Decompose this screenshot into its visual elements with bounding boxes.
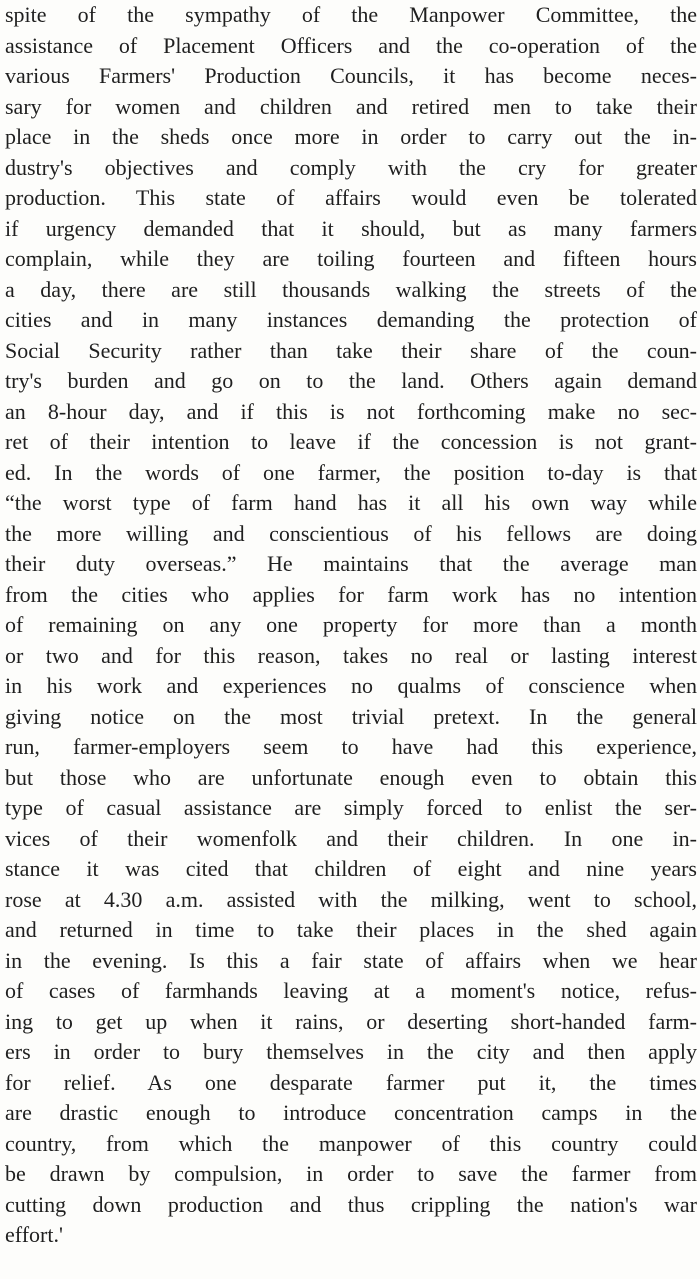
text-line: ret of their intention to leave if the concession is not grant- <box>5 429 697 454</box>
text-line: their duty overseas.” He maintains that the average man <box>5 551 697 576</box>
text-line: spite of the sympathy of the Manpower Committee, the <box>5 2 697 27</box>
text-line: if urgency demanded that it should, but as many farmers <box>5 215 697 241</box>
text-line: are drastic enough to introduce concentration camps in the <box>5 1100 697 1125</box>
text-line: place in the sheds once more in order to carry out the in- <box>5 124 697 149</box>
text-line: but those who are unfortunate enough even to obtain this <box>5 764 697 790</box>
text-line: production. This state of affairs would even be tolerated <box>5 185 697 210</box>
text-line: complain, while they are toiling fourteen and fifteen hours <box>5 246 697 271</box>
text-line: various Farmers' Production Councils, it has become neces- <box>5 63 697 88</box>
body-text <box>5 0 697 1251</box>
text-line: dustry's objectives and comply with the cry for greater <box>5 154 697 180</box>
text-line: type of casual assistance are simply forced to enlist the ser- <box>5 795 697 820</box>
text-line: vices of their womenfolk and their children. In one in- <box>5 825 697 851</box>
text-line: try's burden and go on to the land. Others again demand <box>5 368 697 393</box>
text-line: ed. In the words of one farmer, the position to-day is that <box>5 459 697 485</box>
text-line: effort.' <box>5 1222 63 1247</box>
text-line: and returned in time to take their places in the shed again <box>5 917 697 942</box>
text-line: for relief. As one desparate farmer put it, the times <box>5 1069 697 1095</box>
text-line: in the evening. Is this a fair state of affairs when we hear <box>5 947 697 973</box>
text-line: the more willing and conscientious of his fellows are doing <box>5 520 697 546</box>
text-line: stance it was cited that children of eight and nine years <box>5 856 697 881</box>
text-line: of remaining on any one property for more than a month <box>5 612 697 637</box>
text-line: country, from which the manpower of this country could <box>5 1130 697 1156</box>
text-line: a day, there are still thousands walking the streets of the <box>5 276 697 302</box>
text-line: of cases of farmhands leaving at a moment's notice, refus- <box>5 978 697 1003</box>
text-line: or two and for this reason, takes no real or lasting interest <box>5 642 697 668</box>
text-line: ers in order to bury themselves in the city and then apply <box>5 1039 697 1064</box>
text-line: giving notice on the most trivial pretext. In the general <box>5 703 697 729</box>
text-line: rose at 4.30 a.m. assisted with the milking, went to school, <box>5 886 697 912</box>
text-line: cities and in many instances demanding the protection of <box>5 307 697 332</box>
text-line: Social Security rather than take their share of the coun- <box>5 337 697 363</box>
text-line: assistance of Placement Officers and the co-operation of the <box>5 32 697 58</box>
text-line: cutting down production and thus crippling the nation's war <box>5 1191 697 1217</box>
text-line: “the worst type of farm hand has it all his own way while <box>5 490 697 515</box>
text-line: ing to get up when it rains, or deserting short-handed farm- <box>5 1008 697 1034</box>
text-line: in his work and experiences no qualms of conscience when <box>5 673 697 698</box>
text-line: run, farmer-employers seem to have had this experience, <box>5 734 697 759</box>
text-line: an 8-hour day, and if this is not forthcoming make no sec- <box>5 398 697 424</box>
text-line: from the cities who applies for farm work has no intention <box>5 581 697 607</box>
text-line: sary for women and children and retired men to take their <box>5 93 697 119</box>
text-line: be drawn by compulsion, in order to save the farmer from <box>5 1161 697 1186</box>
